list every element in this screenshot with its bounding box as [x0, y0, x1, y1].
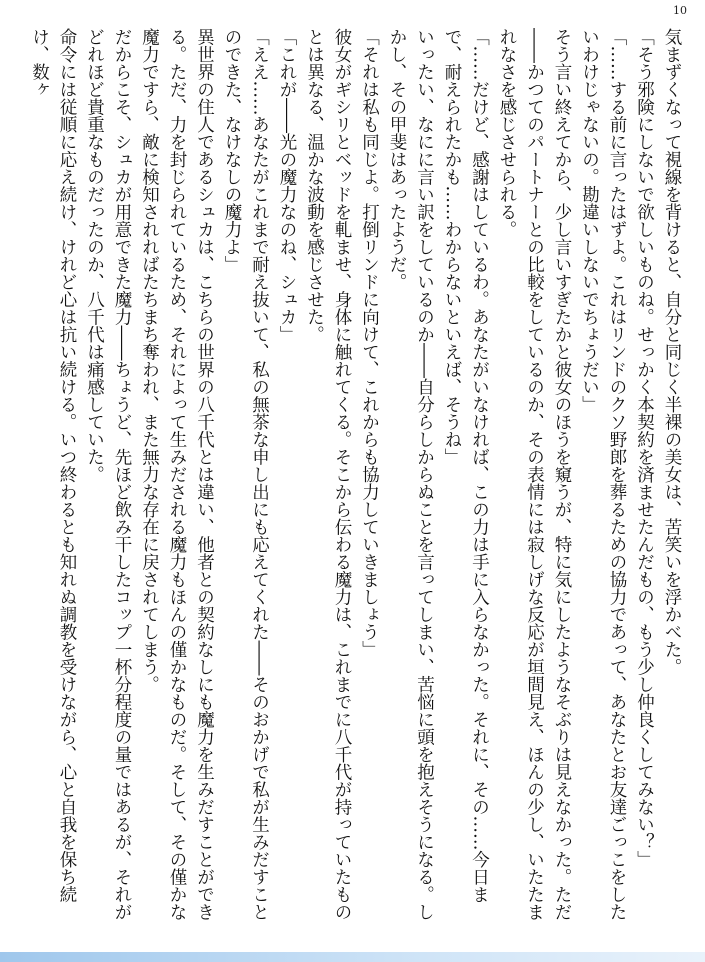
- paragraph: 「……する前に言ったはずよ。これはリンドのクソ野郎を葬るための協力であって、あなたとお友達ごっこをしたいわけじゃないの。勘違いしないでちょうだい」: [579, 28, 627, 921]
- paragraph: 彼女がギシリとベッドを軋ませ、身体に触れてくる。そこから伝わる魔力は、これまでに八千代が持っていたものとは異なる、温かな波動を感じさせた。: [304, 28, 352, 921]
- novel-text-body: [29, 28, 685, 933]
- paragraph: いったい、なにに言い訳をしているのか――自分らしからぬことを言ってしまい、苦悩に頭を抱えそうになる。しかし、その甲斐はあったようだ。: [387, 28, 435, 921]
- paragraph: そう言い終えてから、少し言いすぎたかと彼女のほうを窺うが、特に気にしたようなそぶりは見えなかった。ただ――かつてのパートナーとの比較をしているのか、その表情には寂しげな反応が垣間見え、ほんの少し、いたたまれなさを感じさせられる。: [497, 28, 572, 921]
- paragraph: だからこそ、シュカが用意できた魔力――ちょうど、先ほど飲み干したコップ一杯分程度の量ではあるが、それがどれほど貴重なものだったのか、八千代は痛感していた。: [84, 28, 132, 921]
- page-number: 10: [673, 4, 687, 17]
- paragraph: 命令には従順に応え続け、けれど心は抗い続ける。いつ終わるとも知れぬ調教を受けながら、心と自我を保ち続け、数ヶ: [29, 28, 77, 903]
- paragraph: 「……だけど、感謝はしているわ。あなたがいなければ、この力は手に入らなかった。それに、その……今日まで、耐えられたかも……わからないといえば、そうね」: [442, 28, 490, 903]
- viewer-bottom-bar: [0, 952, 705, 962]
- paragraph: 「これが――光の魔力なのね、シュカ」: [277, 28, 297, 343]
- paragraph: 異世界の住人であるシュカは、こちらの世界の八千代とは違い、他者との契約なしにも魔力を生みだすことができる。ただ、力を封じられているため、それによって生みだされる魔力もほんの僅かなものだ。そして、その僅かな魔力ですら、敵に検知されればたちまち奪われ、また無力な存在に戻されてしまう。: [139, 28, 215, 921]
- paragraph: 気まずくなって視線を背けると、自分と同じく半裸の美女は、苦笑いを浮かべた。: [662, 28, 682, 676]
- paragraph: 「そう邪険にしないで欲しいものね。せっかく本契約を済ませたんだもの、もう少し仲良くしてみない？」: [634, 28, 655, 868]
- paragraph: 「ええ……あなたがこれまで耐え抜いて、私の無茶な申し出にも応えてくれた――そのおかげで私が生みだすことのできた、なけなしの魔力よ」: [222, 28, 270, 921]
- paragraph: 「それは私も同じよ。打倒リンドに向けて、これからも協力していきましょう」: [359, 28, 380, 658]
